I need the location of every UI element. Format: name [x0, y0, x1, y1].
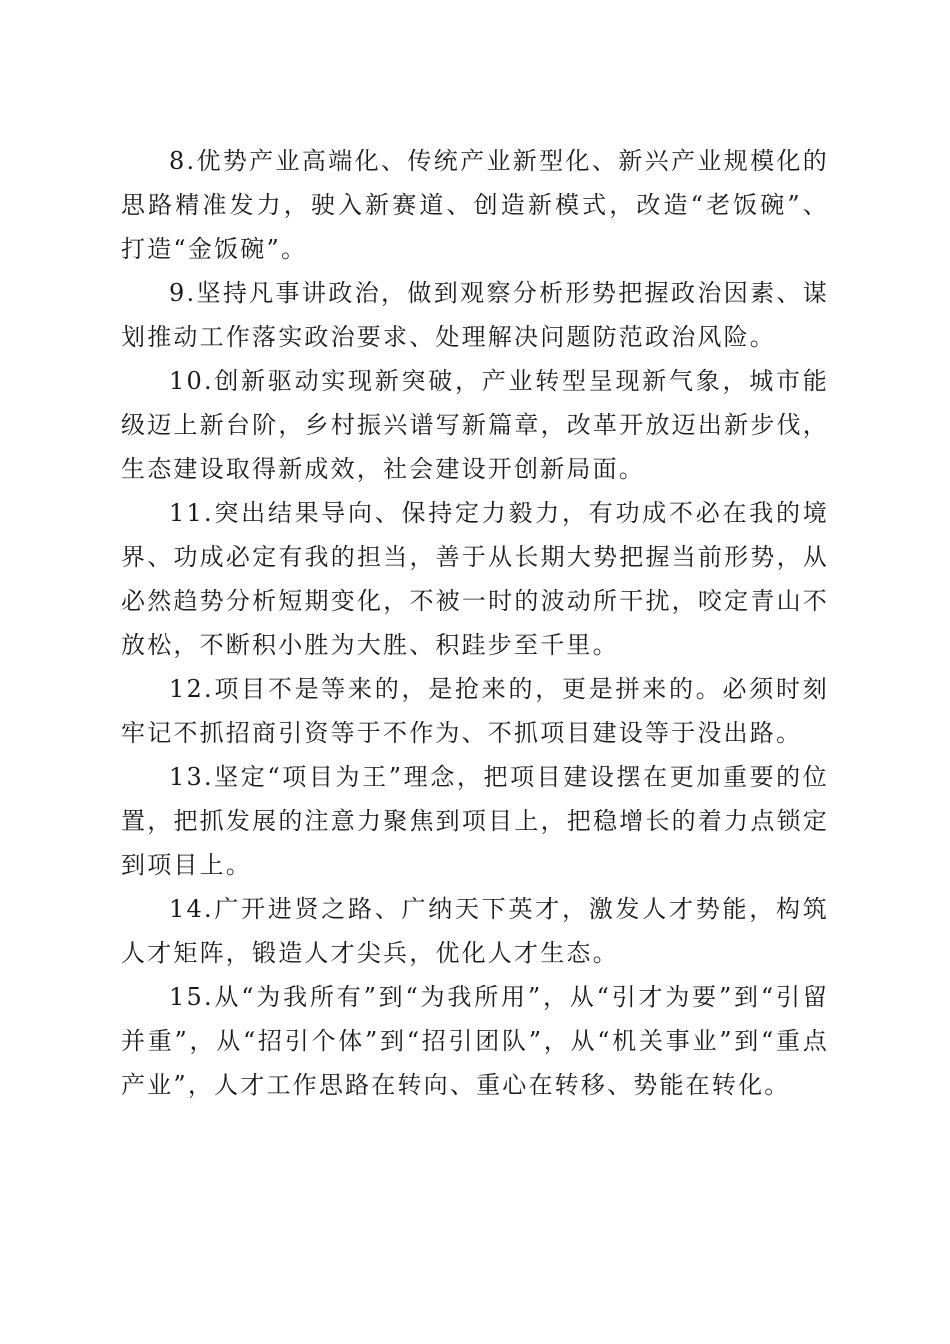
paragraph-8: 8.优势产业高端化、传统产业新型化、新兴产业规模化的思路精准发力，驶入新赛道、创造新模式，改造“老饭碗”、打造“金饭碗”。 [121, 147, 829, 263]
paragraph-9: 9.坚持凡事讲政治，做到观察分析形势把握政治因素、谋划推动工作落实政治要求、处理解决问题防范政治风险。 [121, 279, 829, 351]
paragraph-13: 13.坚定“项目为王”理念，把项目建设摆在更加重要的位置，把抓发展的注意力聚焦到项目上，把稳增长的着力点锁定到项目上。 [121, 763, 829, 879]
paragraph-11: 11.突出结果导向、保持定力毅力，有功成不必在我的境界、功成必定有我的担当，善于从长期大势把握当前形势，从必然趋势分析短期变化，不被一时的波动所干扰，咬定青山不放松，不断积小胜为大胜、积跬步至千里。 [121, 499, 829, 659]
paragraph-15: 15.从“为我所有”到“为我所用”，从“引才为要”到“引留并重”，从“招引个体”到“招引团队”，从“机关事业”到“重点产业”，人才工作思路在转向、重心在转移、势能在转化。 [121, 983, 829, 1099]
document-body [121, 139, 829, 1107]
paragraph-12: 12.项目不是等来的，是抢来的，更是拼来的。必须时刻牢记不抓招商引资等于不作为、不抓项目建设等于没出路。 [121, 675, 829, 747]
paragraph-10: 10.创新驱动实现新突破，产业转型呈现新气象，城市能级迈上新台阶，乡村振兴谱写新篇章，改革开放迈出新步伐，生态建设取得新成效，社会建设开创新局面。 [121, 367, 829, 483]
paragraph-14: 14.广开进贤之路、广纳天下英才，激发人才势能，构筑人才矩阵，锻造人才尖兵，优化人才生态。 [121, 895, 829, 967]
